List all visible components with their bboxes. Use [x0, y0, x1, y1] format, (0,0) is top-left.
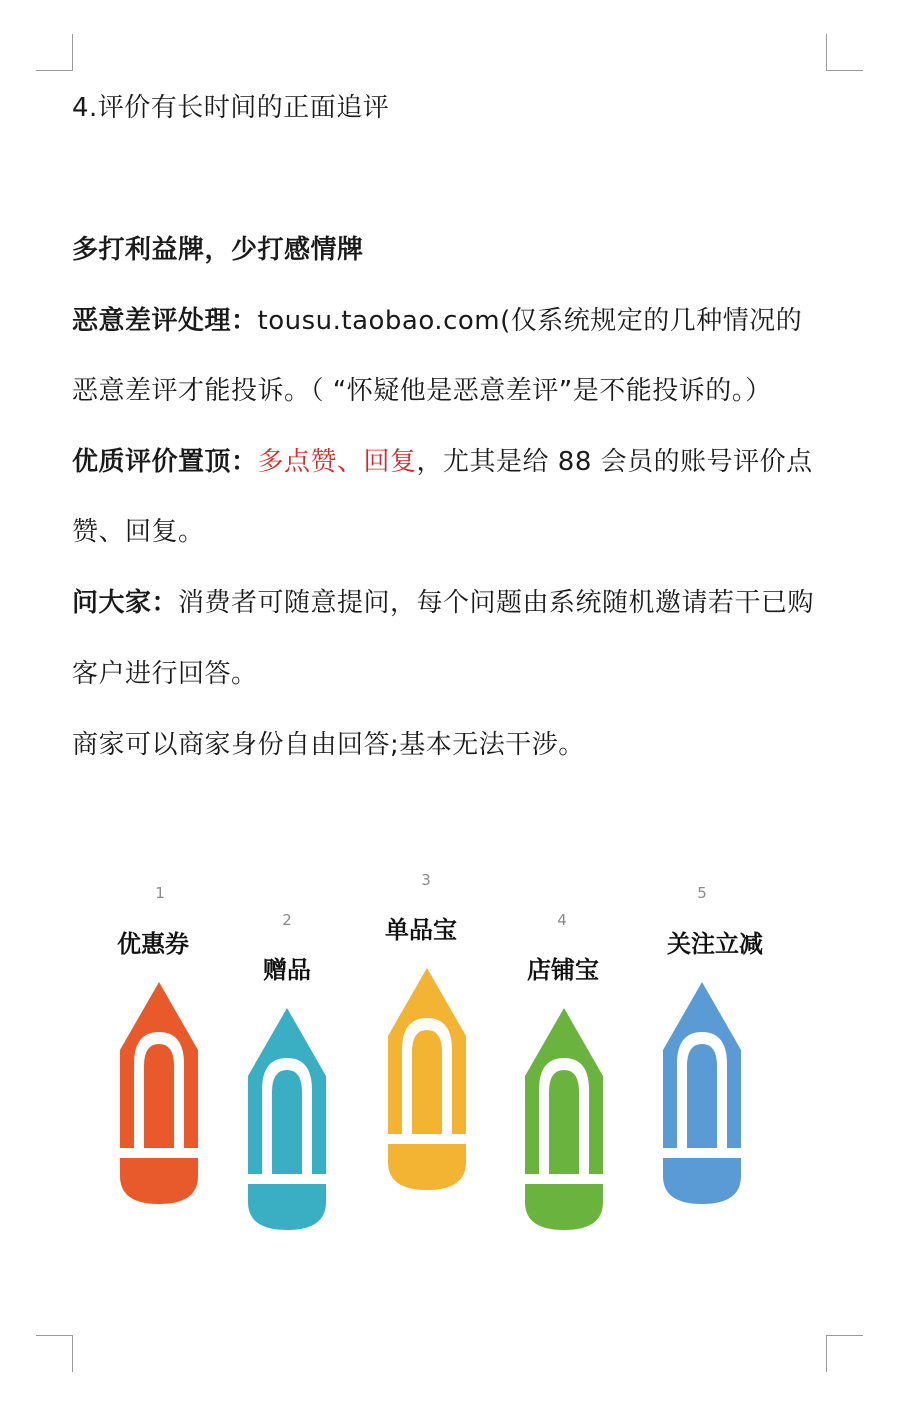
ask-label: 问大家： — [72, 588, 179, 618]
pencil-icon — [386, 966, 468, 1192]
pencil-shape — [120, 982, 198, 1204]
crop-mark-top-left — [36, 34, 73, 71]
pencil-icon — [246, 1006, 328, 1232]
category-number: 4 — [557, 911, 567, 929]
ask-line-1 — [72, 585, 832, 621]
slogan: 多打利益牌，少打感情牌 — [72, 235, 364, 265]
top-review-label: 优质评价置顶： — [72, 447, 258, 477]
crop-mark-top-right — [826, 34, 863, 71]
pencil-icon — [523, 1006, 605, 1232]
malicious-review-text: tousu.taobao.com(仅系统规定的几种情况的 — [257, 306, 803, 336]
malicious-review-line-1 — [72, 303, 832, 339]
heading-item: 4.评价有长时间的正面追评 — [72, 93, 390, 123]
category-label: 店铺宝 — [527, 956, 599, 984]
ask-text: 消费者可随意提问，每个问题由系统随机邀请若干已购 — [178, 588, 815, 618]
category-label: 赠品 — [263, 956, 311, 984]
malicious-review-line-2: 恶意差评才能投诉。（ “怀疑他是恶意差评”是不能投诉的。） — [72, 376, 772, 406]
ask-line-2: 客户进行回答。 — [72, 659, 258, 689]
crop-mark-bottom-left — [36, 1335, 73, 1372]
category-number: 1 — [155, 884, 165, 902]
pencil-icon — [661, 980, 743, 1206]
pencil-shape — [663, 982, 741, 1204]
category-label: 关注立减 — [667, 930, 763, 958]
category-label: 单品宝 — [385, 916, 457, 944]
malicious-review-label: 恶意差评处理： — [72, 306, 258, 336]
category-number: 2 — [282, 911, 292, 929]
merchant-note: 商家可以商家身份自由回答;基本无法干涉。 — [72, 730, 585, 760]
category-number: 3 — [421, 871, 431, 889]
crop-mark-bottom-right — [826, 1335, 863, 1372]
top-review-line-2: 赞、回复。 — [72, 517, 205, 547]
pencil-shape — [248, 1008, 326, 1230]
category-number: 5 — [697, 884, 707, 902]
top-review-line-1 — [72, 444, 832, 480]
category-label: 优惠券 — [117, 930, 189, 958]
pencil-shape — [388, 968, 466, 1190]
top-review-highlight: 多点赞、回复 — [257, 447, 417, 477]
top-review-text: ，尤其是给 88 会员的账号评价点 — [416, 447, 813, 477]
pencil-shape — [525, 1008, 603, 1230]
pencil-icon — [118, 980, 200, 1206]
